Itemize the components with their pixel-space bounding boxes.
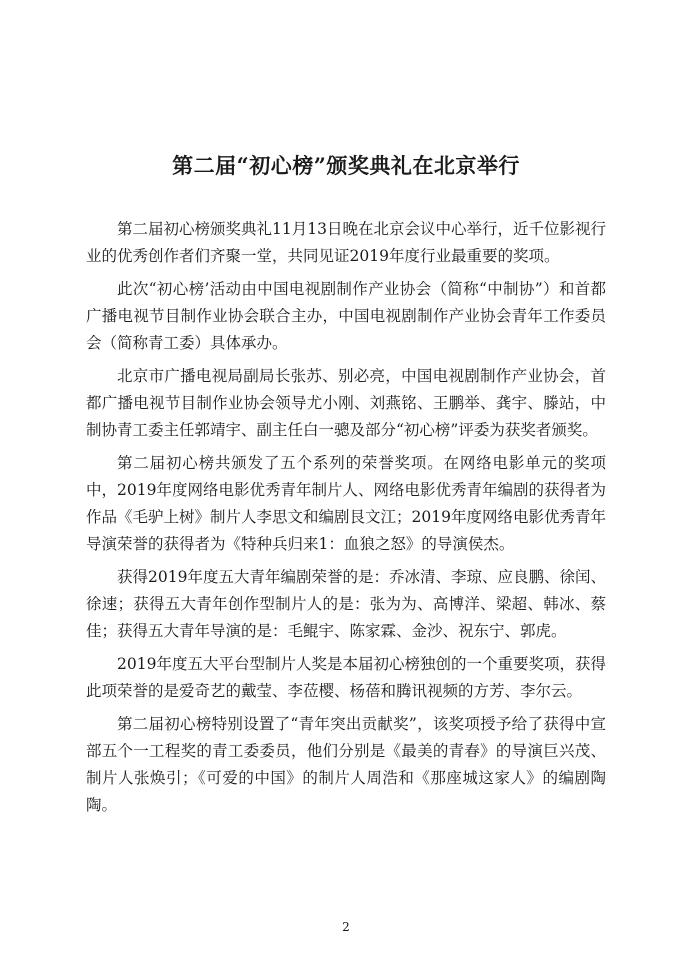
paragraph-1: 第二届初心榜颁奖典礼11月13日晚在北京会议中心举行，近千位影视行业的优秀创作者们齐聚一堂，共同见证2019年度行业最重要的奖项。 (86, 220, 606, 265)
paragraph-4: 第二届初心榜共颁发了五个系列的荣誉奖项。在网络电影单元的奖项中，2019年度网络电影优秀青年制片人、网络电影优秀青年编剧的获得者为作品《毛驴上树》制片人李思文和编剧艮文江；2019年度网络电影优秀青年导演荣誉的获得者为《特种兵归来1：血狼之怒》的导演侯杰。 (86, 454, 606, 553)
page-number: 2 (342, 920, 350, 934)
paragraph-2: 此次“初心榜’活动由中国电视剧制作产业协会（简称“中制协”）和首都广播电视节目制作业协会联合主办，中国电视剧制作产业协会青年工作委员会（简称青工委）具体承办。 (86, 280, 606, 352)
article-title: 第二届“初心榜”颁奖典礼在北京举行 (172, 153, 520, 178)
article-body (86, 216, 606, 825)
paragraph-5: 获得2019年度五大青年编剧荣誉的是：乔冰清、李琼、应良鹏、徐闰、徐速；获得五大青年创作型制片人的是：张为为、高博洋、梁超、韩冰、蔡佳；获得五大青年导演的是：毛鲲宇、陈家霖、金沙、祝东宁、郭虎。 (86, 568, 606, 640)
paragraph-7: 第二届初心榜特别设置了“青年突出贡献奖”，该奖项授予给了获得中宣部五个一工程奖的青工委委员，他们分别是《最美的青春》的导演巨兴茂、制片人张焕引；《可爱的中国》的制片人周浩和《那座城这家人》的编剧陶陶。 (86, 715, 606, 814)
paragraph-6: 2019年度五大平台型制片人奖是本届初心榜独创的一个重要奖项，获得此项荣誉的是爱奇艺的戴莹、李莅樱、杨蓓和腾讯视频的方芳、李尔云。 (86, 655, 606, 700)
paragraph-3: 北京市广播电视局副局长张苏、别必亮，中国电视剧制作产业协会，首都广播电视节目制作业协会领导尤小刚、刘燕铭、王鹏举、龚宇、滕站，中制协青工委主任郭靖宇、副主任白一骢及部分“初心榜”评委为获奖者颁奖。 (86, 367, 606, 439)
